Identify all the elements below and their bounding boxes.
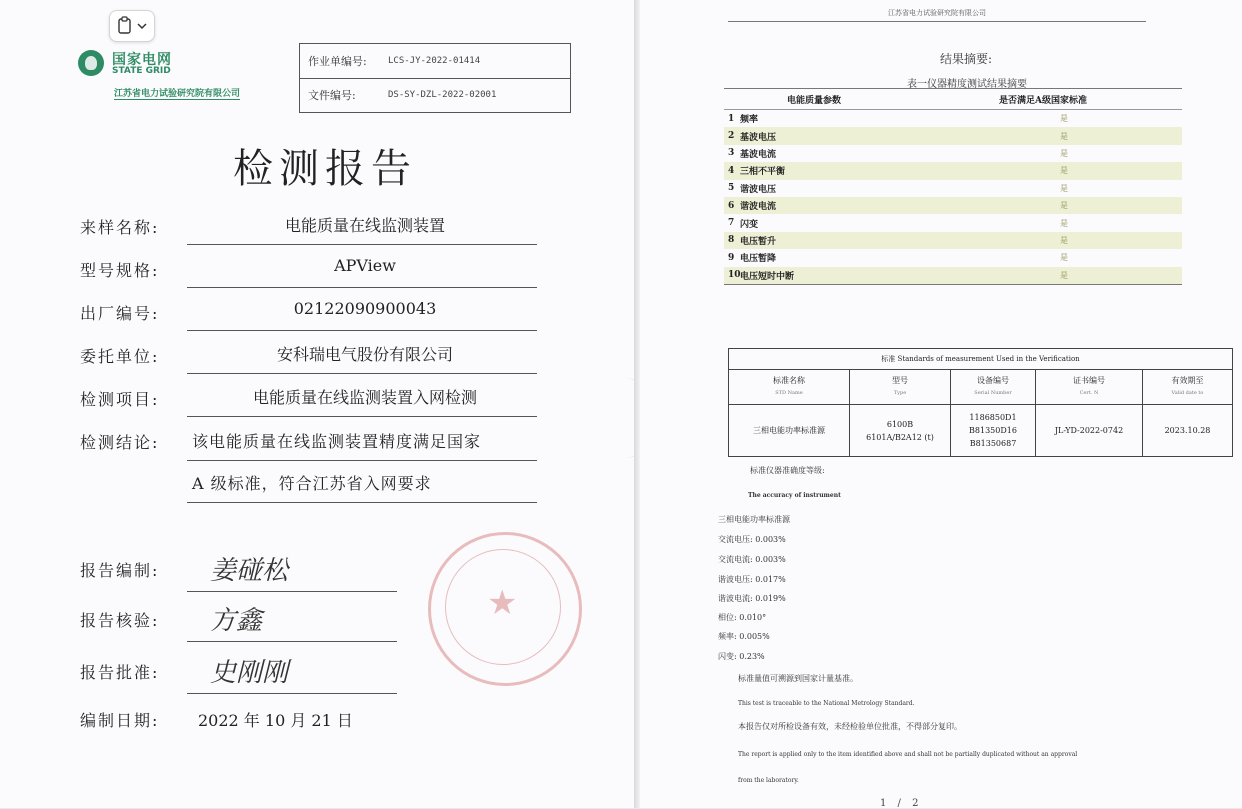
table-cell: 是 <box>1060 201 1068 211</box>
field-conclusion <box>80 420 540 510</box>
table-header <box>724 89 1182 110</box>
report-note-en: The report is applied only to the item identified above and shall not be partially duplicated without an approval <box>738 751 1078 758</box>
accuracy-item: 闪变: 0.23% <box>718 652 765 661</box>
table-cell: 谐波电流 <box>740 202 777 213</box>
field-value: 02122090900043 <box>293 299 437 318</box>
logo-cn: 国家电网 <box>112 52 172 68</box>
conclusion-line-1: 该电能质量在线监测装置精度满足国家 <box>192 432 482 451</box>
accuracy-item: 频率: 0.005% <box>718 632 770 641</box>
chevron-down-icon <box>137 19 147 33</box>
accuracy-item: 交流电压: 0.003% <box>718 535 786 544</box>
field-label: 检测结论: <box>80 433 160 452</box>
traceability-cn: 标准量值可溯源到国家计量基准。 <box>738 674 858 683</box>
table-row <box>729 405 1232 456</box>
field-value: 电能质量在线监测装置 <box>284 216 445 235</box>
table-cell: 1 <box>728 113 735 124</box>
official-seal-stamp <box>428 532 582 686</box>
handwritten-signature: 史刚刚 <box>210 658 289 688</box>
file-no-value: DS-SY-DZL-2022-02001 <box>388 90 497 100</box>
table-cell: 1186850D1 <box>969 413 1017 422</box>
clipboard-icon <box>117 16 133 37</box>
table-caption: 标准 Standards of measurement Used in the Verification <box>729 349 1232 370</box>
handwritten-signature: 方鑫 <box>210 606 263 636</box>
table-cell: 8 <box>728 235 735 246</box>
accuracy-source: 三相电能功率标准源 <box>718 515 790 524</box>
signature-verified <box>80 598 400 642</box>
report-title: 检测报告 <box>233 146 417 192</box>
signature-approved <box>80 650 400 694</box>
document-id-box <box>299 43 571 113</box>
table-cell: 基波电流 <box>740 149 777 160</box>
compile-date <box>80 708 353 731</box>
field-client <box>80 334 540 374</box>
field-serial-number <box>80 291 540 331</box>
work-order-label: 作业单编号: <box>308 55 367 68</box>
field-test-item <box>80 377 540 417</box>
column-header-en: Cert. N <box>1079 390 1099 396</box>
table-cell: 是 <box>1060 131 1068 141</box>
field-label: 出厂编号: <box>80 304 160 323</box>
column-header: 型号 <box>892 376 908 385</box>
field-value: APView <box>334 256 396 275</box>
table-cell: 是 <box>1060 183 1068 193</box>
column-header: 设备编号 <box>977 376 1009 385</box>
table-row <box>724 197 1182 214</box>
table-cell: 3 <box>728 148 735 159</box>
file-no-label: 文件编号: <box>308 89 356 102</box>
table-row <box>724 214 1182 231</box>
accuracy-item: 谐波电压: 0.017% <box>718 575 786 584</box>
column-header-en: Valid date to <box>1171 390 1204 396</box>
date-label: 编制日期: <box>80 711 160 730</box>
table-cell: 是 <box>1060 253 1068 263</box>
parameter-table <box>724 88 1182 285</box>
table-cell: JL-YD-2022-0742 <box>1054 426 1124 435</box>
field-label: 来样名称: <box>80 218 160 237</box>
table-cell: 电压暂降 <box>740 254 777 265</box>
summary-subtitle: 表一仪器精度测试结果摘要 <box>907 79 1027 90</box>
table-row <box>724 145 1182 162</box>
conclusion-line-2: A 级标准，符合江苏省入网要求 <box>192 474 432 493</box>
table-row <box>724 127 1182 144</box>
table-cell: 6 <box>728 200 735 211</box>
field-sample-name <box>80 205 540 245</box>
report-note-cn: 本报告仅对所检设备有效，未经检验单位批准，不得部分复印。 <box>738 722 962 731</box>
field-value: 安科瑞电气股份有限公司 <box>276 345 453 364</box>
standards-table <box>728 348 1233 457</box>
table-cell: 是 <box>1060 114 1068 124</box>
date-value: 2022 年 10 月 21 日 <box>198 711 353 730</box>
state-grid-logo <box>78 46 278 102</box>
table-cell: 是 <box>1060 148 1068 158</box>
handwritten-signature: 姜碰松 <box>210 556 289 586</box>
table-cell: 电压短时中断 <box>740 271 795 282</box>
page-number: 1 / 2 <box>880 798 923 809</box>
column-header-en: Serial Number <box>974 390 1012 396</box>
table-cell: 是 <box>1060 218 1068 228</box>
column-header: 是否满足A级国家标准 <box>999 95 1087 106</box>
field-label: 委托单位: <box>80 347 160 366</box>
table-cell: 闪变 <box>740 219 759 230</box>
table-cell: 是 <box>1060 235 1068 245</box>
page-header: 江苏省电力试验研究院有限公司 <box>728 8 1146 22</box>
column-header: 证书编号 <box>1073 376 1105 385</box>
results-summary-page <box>640 0 1242 808</box>
column-header-en: STD Name <box>775 390 803 396</box>
logo-company: 江苏省电力试验研究院有限公司 <box>114 86 240 100</box>
accuracy-item: 谐波电流: 0.019% <box>718 594 786 603</box>
table-row <box>724 180 1182 197</box>
table-cell: 三相不平衡 <box>740 167 786 178</box>
table-row <box>724 249 1182 266</box>
state-grid-emblem-icon <box>78 50 104 76</box>
table-row <box>724 232 1182 249</box>
table-cell: 6101A/B2A12 (t) <box>866 432 934 442</box>
accuracy-item: 相位: 0.010° <box>718 613 767 622</box>
table-cell: 9 <box>728 252 735 263</box>
table-header <box>729 370 1232 405</box>
table-cell: 频率 <box>740 115 759 126</box>
signature-label: 报告编制: <box>80 561 160 580</box>
table-cell: 7 <box>728 218 735 229</box>
table-cell: 5 <box>728 183 735 194</box>
traceability-en: This test is traceable to the National Metrology Standard. <box>738 700 915 707</box>
column-header-en: Type <box>893 390 907 396</box>
accuracy-title-en: The accuracy of instrument <box>748 492 841 499</box>
signature-label: 报告批准: <box>80 663 160 682</box>
table-row <box>724 110 1182 127</box>
field-model <box>80 248 540 288</box>
signature-label: 报告核验: <box>80 611 160 630</box>
table-cell: 谐波电压 <box>740 184 777 195</box>
work-order-value: LCS-JY-2022-01414 <box>388 56 481 66</box>
table-cell: 2 <box>728 131 735 142</box>
table-cell: 是 <box>1060 166 1068 176</box>
summary-title: 结果摘要: <box>940 52 993 66</box>
accuracy-title-cn: 标准仪器准确度等级: <box>750 466 825 475</box>
field-label: 检测项目: <box>80 390 160 409</box>
report-note-en-2: from the laboratory. <box>738 777 799 784</box>
table-cell: 基波电压 <box>740 132 777 143</box>
accuracy-item: 交流电流: 0.003% <box>718 555 786 564</box>
table-cell: 三相电能功率标准源 <box>753 426 825 435</box>
table-cell: 2023.10.28 <box>1164 426 1211 435</box>
column-header: 有效期至 <box>1171 376 1204 385</box>
field-value: 电能质量在线监测装置入网检测 <box>252 388 477 407</box>
table-row <box>724 162 1182 179</box>
table-row <box>724 267 1182 284</box>
table-cell: 电压暂升 <box>740 236 777 247</box>
table-cell: 6100B <box>886 419 914 429</box>
copy-button[interactable] <box>109 10 155 42</box>
table-cell: 10 <box>728 270 741 281</box>
table-cell: B81350687 <box>969 439 1017 448</box>
field-label: 型号规格: <box>80 261 160 280</box>
star-icon: ★ <box>487 583 518 623</box>
table-cell: B81350D16 <box>969 426 1017 435</box>
column-header: 电能质量参数 <box>786 95 841 106</box>
table-cell: 4 <box>728 165 735 176</box>
logo-en: STATE GRID <box>112 66 171 76</box>
table-cell: 是 <box>1060 270 1068 280</box>
column-header: 标准名称 <box>773 376 805 385</box>
signature-compiled <box>80 548 400 592</box>
